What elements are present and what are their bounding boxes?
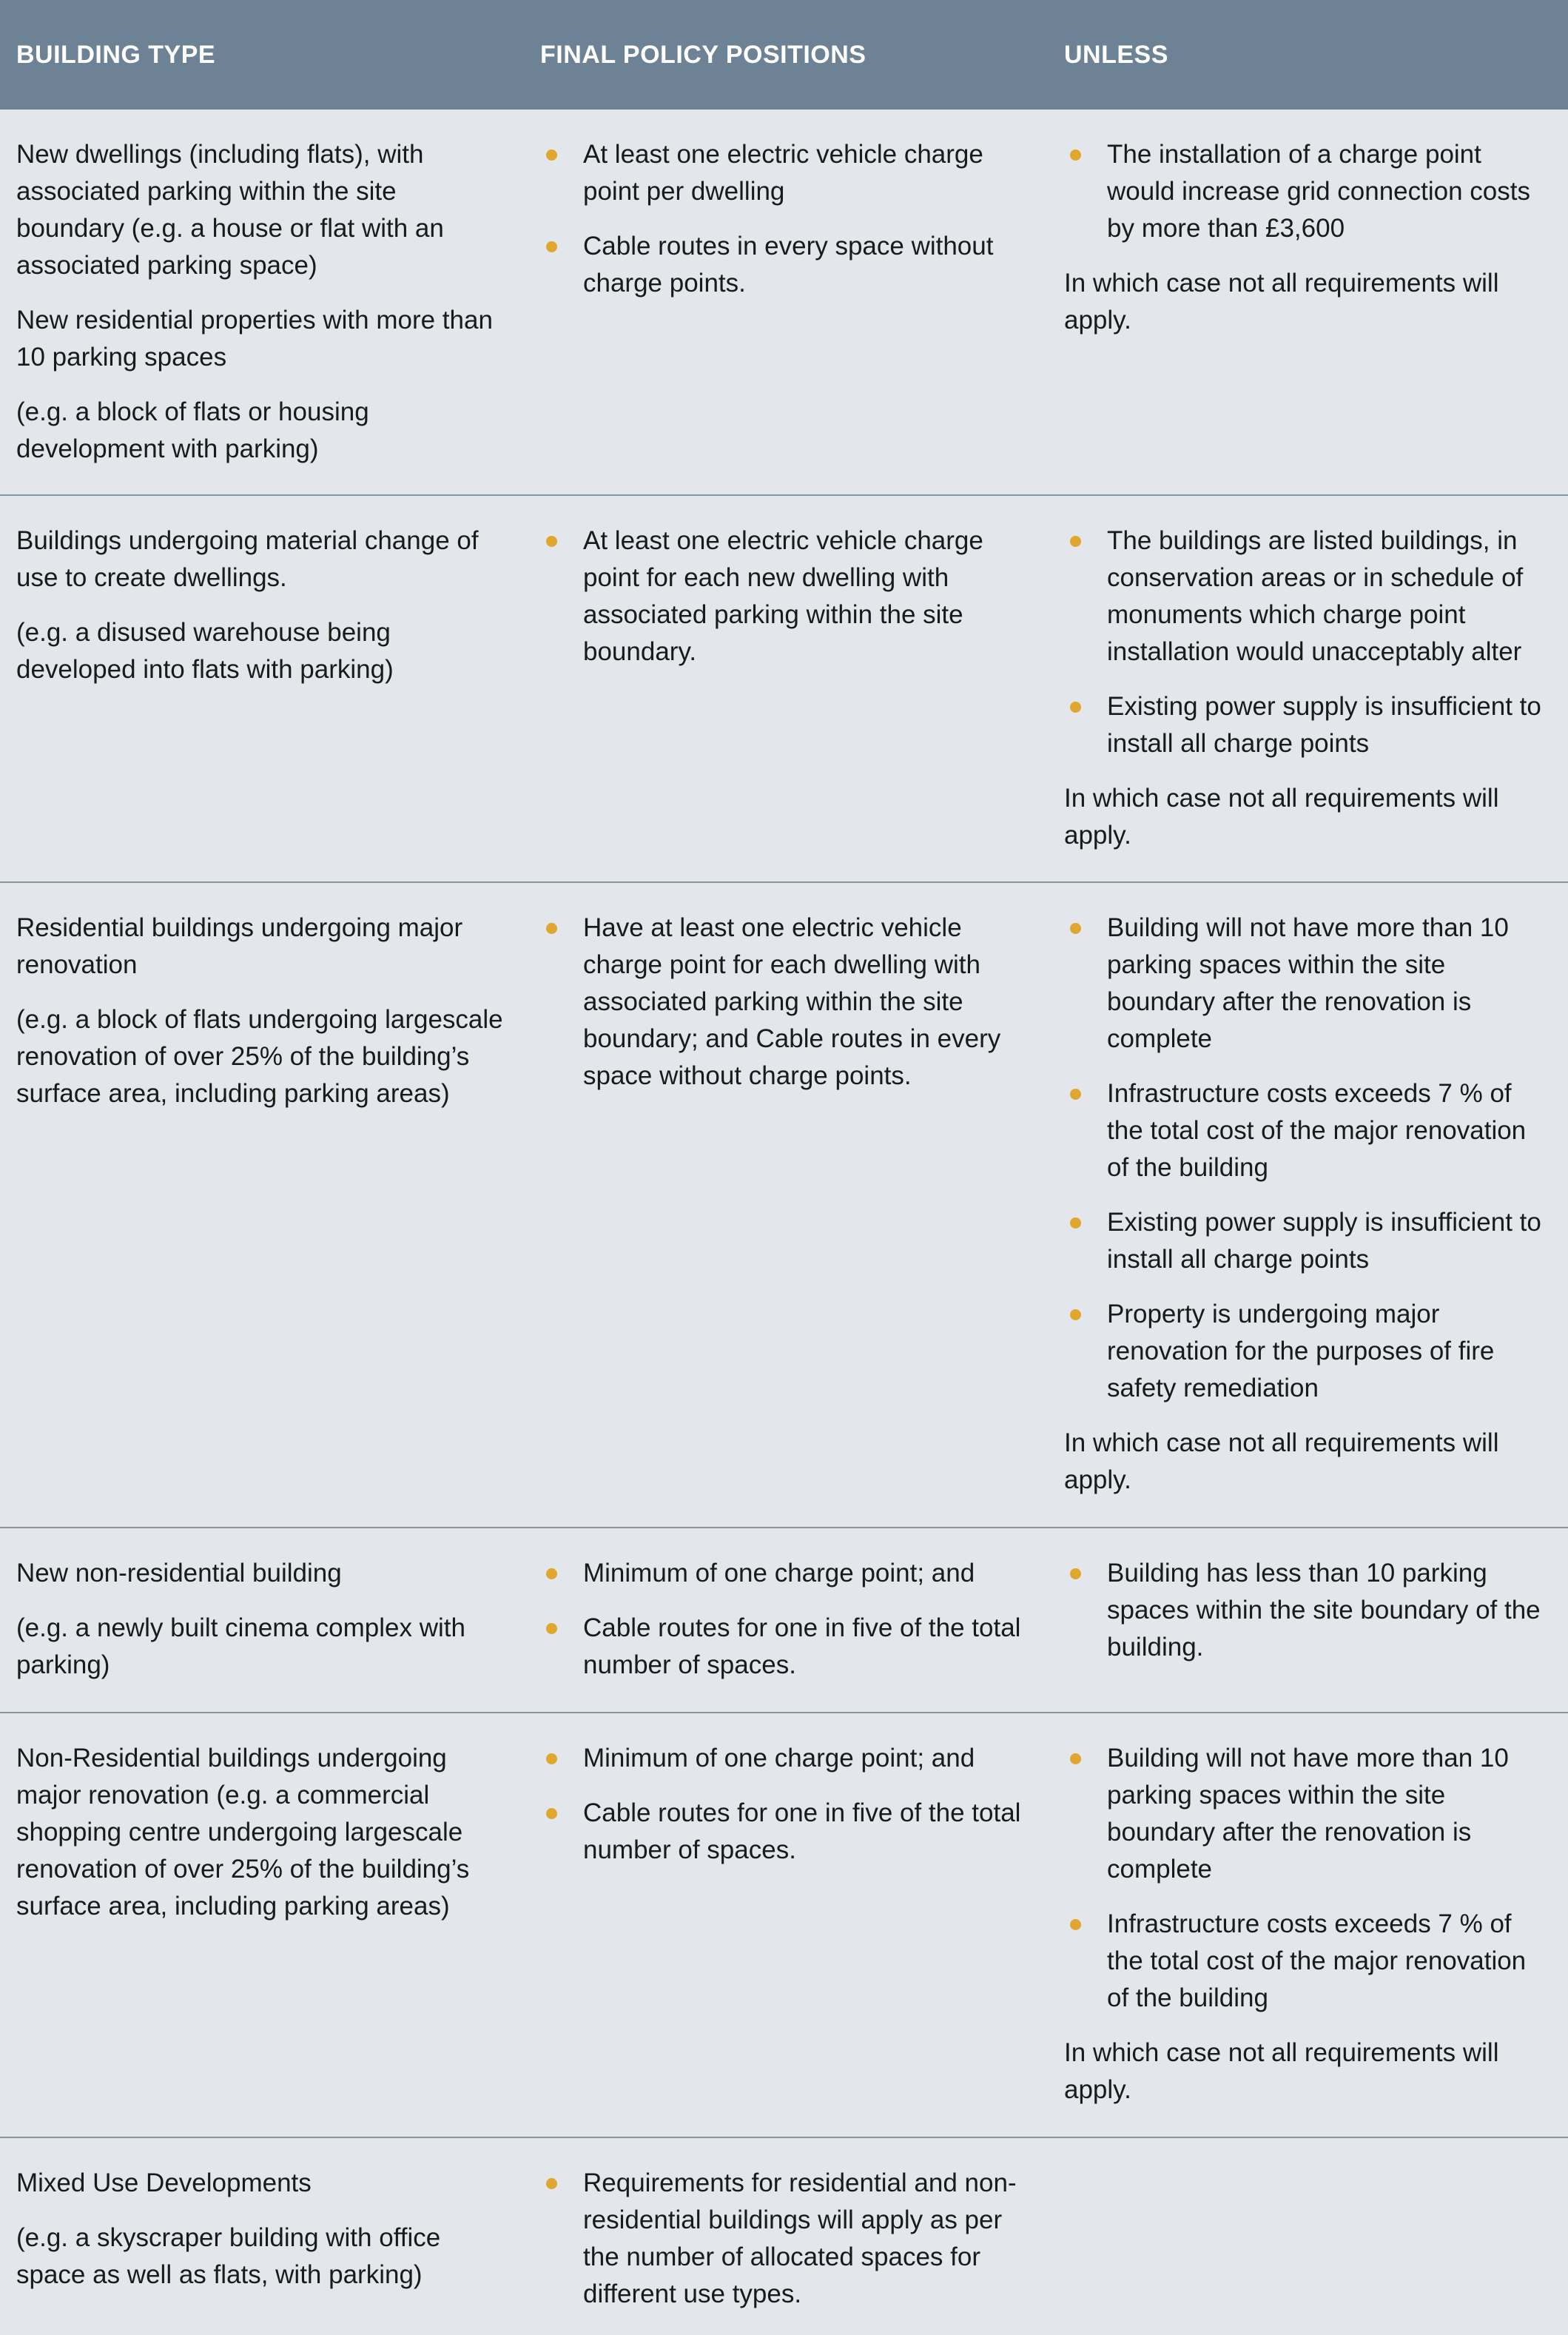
unless-cell bbox=[1048, 110, 1568, 495]
policy-item bbox=[540, 136, 1032, 210]
policy-list bbox=[540, 523, 1032, 671]
building-type-text: New residential properties with more than 10 parking spaces bbox=[16, 306, 493, 372]
table-header bbox=[0, 0, 1568, 110]
policy-list bbox=[540, 1740, 1032, 1869]
building-type-text: (e.g. a newly built cinema complex with parking) bbox=[16, 1613, 465, 1679]
unless-item bbox=[1064, 688, 1552, 762]
unless-item-text: Building has less than 10 parking spaces within the site boundary of the building. bbox=[1107, 1559, 1541, 1662]
bullet-dot-icon bbox=[1070, 702, 1081, 713]
header-row bbox=[0, 0, 1568, 110]
unless-item bbox=[1064, 1906, 1552, 2017]
unless-list bbox=[1064, 136, 1552, 247]
unless-item bbox=[1064, 523, 1552, 671]
bullet-dot-icon bbox=[546, 923, 557, 934]
policy-item-text: Minimum of one charge point; and bbox=[583, 1744, 975, 1773]
unless-item bbox=[1064, 1740, 1552, 1888]
unless-cell bbox=[1048, 882, 1568, 1528]
building-type-cell bbox=[0, 110, 524, 495]
policy-cell bbox=[524, 1713, 1048, 2137]
bullet-dot-icon bbox=[1070, 1089, 1081, 1100]
bullet-dot-icon bbox=[1070, 923, 1081, 934]
policy-item-text: At least one electric vehicle charge point per dwelling bbox=[583, 140, 983, 206]
unless-item-text: Property is undergoing major renovation for the purposes of fire safety remediation bbox=[1107, 1300, 1495, 1402]
policy-list bbox=[540, 910, 1032, 1095]
building-type-text: Non-Residential buildings undergoing major renovation (e.g. a commercial shopping centre undergoing largescale renovation of over 25% of the building’s surface area, including parking areas) bbox=[16, 1744, 470, 1921]
building-type-cell bbox=[0, 882, 524, 1528]
table-row bbox=[0, 110, 1568, 495]
policy-item bbox=[540, 2165, 1032, 2313]
policy-cell bbox=[524, 1528, 1048, 1713]
bullet-dot-icon bbox=[546, 536, 557, 547]
building-type-text: Mixed Use Developments bbox=[16, 2168, 312, 2197]
building-type-text: New non-residential building bbox=[16, 1559, 342, 1588]
unless-item bbox=[1064, 1296, 1552, 1407]
policy-cell bbox=[524, 2137, 1048, 2335]
unless-item-text: Infrastructure costs exceeds 7 % of the total cost of the major renovation of the building bbox=[1107, 1909, 1527, 2012]
policy-item bbox=[540, 228, 1032, 302]
table-row bbox=[0, 1528, 1568, 1713]
unless-cell bbox=[1048, 495, 1568, 882]
header-building-type: BUILDING TYPE bbox=[0, 0, 524, 110]
unless-item-text: Existing power supply is insufficient to install all charge points bbox=[1107, 1208, 1541, 1274]
table-row bbox=[0, 1713, 1568, 2137]
building-type-text: Residential buildings undergoing major renovation bbox=[16, 913, 463, 979]
building-type-text: (e.g. a skyscraper building with office space as well as flats, with parking) bbox=[16, 2223, 441, 2289]
policy-item bbox=[540, 523, 1032, 671]
bullet-dot-icon bbox=[546, 241, 557, 252]
policy-item bbox=[540, 1795, 1032, 1869]
unless-list bbox=[1064, 523, 1552, 762]
bullet-dot-icon bbox=[1070, 536, 1081, 547]
policy-item-text: Cable routes for one in five of the total number of spaces. bbox=[583, 1613, 1021, 1679]
bullet-dot-icon bbox=[546, 2178, 557, 2189]
bullet-dot-icon bbox=[1070, 1309, 1081, 1320]
unless-note: In which case not all requirements will apply. bbox=[1064, 784, 1499, 850]
unless-item bbox=[1064, 1555, 1552, 1666]
policy-cell bbox=[524, 110, 1048, 495]
policy-list bbox=[540, 2165, 1032, 2313]
unless-item bbox=[1064, 136, 1552, 247]
bullet-dot-icon bbox=[1070, 1919, 1081, 1930]
building-type-text: (e.g. a block of flats or housing development with parking) bbox=[16, 397, 369, 463]
table-body bbox=[0, 110, 1568, 2335]
bullet-dot-icon bbox=[1070, 1568, 1081, 1579]
policy-item bbox=[540, 1555, 1032, 1592]
table-row bbox=[0, 882, 1568, 1528]
policy-item bbox=[540, 910, 1032, 1095]
bullet-dot-icon bbox=[1070, 1217, 1081, 1229]
unless-cell bbox=[1048, 1713, 1568, 2137]
unless-cell bbox=[1048, 1528, 1568, 1713]
unless-item-text: Infrastructure costs exceeds 7 % of the total cost of the major renovation of the building bbox=[1107, 1079, 1527, 1182]
unless-note: In which case not all requirements will apply. bbox=[1064, 2038, 1499, 2104]
policy-list bbox=[540, 1555, 1032, 1684]
table-row bbox=[0, 495, 1568, 882]
unless-item-text: Existing power supply is insufficient to install all charge points bbox=[1107, 692, 1541, 758]
policy-item-text: Cable routes for one in five of the total number of spaces. bbox=[583, 1798, 1021, 1864]
unless-list bbox=[1064, 1555, 1552, 1666]
policy-item bbox=[540, 1610, 1032, 1684]
policy-item-text: At least one electric vehicle charge point for each new dwelling with associated parking within the site boundary. bbox=[583, 526, 983, 666]
policy-item-text: Have at least one electric vehicle charge point for each dwelling with associated parking within the site boundary; and Cable routes in every space without charge points. bbox=[583, 913, 1001, 1090]
policy-item-text: Minimum of one charge point; and bbox=[583, 1559, 975, 1588]
building-type-text: New dwellings (including flats), with associated parking within the site boundary (e.g. a house or flat with an associated parking space) bbox=[16, 140, 444, 280]
policy-cell bbox=[524, 882, 1048, 1528]
bullet-dot-icon bbox=[546, 1623, 557, 1634]
unless-note: In which case not all requirements will apply. bbox=[1064, 269, 1499, 335]
building-type-cell bbox=[0, 2137, 524, 2335]
bullet-dot-icon bbox=[1070, 149, 1081, 161]
unless-note: In which case not all requirements will apply. bbox=[1064, 1428, 1499, 1494]
table-row bbox=[0, 2137, 1568, 2335]
building-type-cell bbox=[0, 495, 524, 882]
unless-item-text: The installation of a charge point would increase grid connection costs by more than £3,600 bbox=[1107, 140, 1530, 243]
unless-list bbox=[1064, 910, 1552, 1407]
building-type-cell bbox=[0, 1528, 524, 1713]
unless-list bbox=[1064, 1740, 1552, 2017]
unless-item-text: Building will not have more than 10 parking spaces within the site boundary after the renovation is complete bbox=[1107, 1744, 1509, 1884]
unless-item bbox=[1064, 1204, 1552, 1278]
unless-item-text: Building will not have more than 10 parking spaces within the site boundary after the renovation is complete bbox=[1107, 913, 1509, 1053]
unless-item-text: The buildings are listed buildings, in conservation areas or in schedule of monuments which charge point installation would unacceptably alter bbox=[1107, 526, 1524, 666]
building-type-text: (e.g. a block of flats undergoing largescale renovation of over 25% of the building’s surface area, including parking areas) bbox=[16, 1005, 503, 1108]
header-unless: UNLESS bbox=[1048, 0, 1568, 110]
bullet-dot-icon bbox=[546, 149, 557, 161]
policy-item bbox=[540, 1740, 1032, 1777]
unless-item bbox=[1064, 1075, 1552, 1186]
unless-cell bbox=[1048, 2137, 1568, 2335]
policy-item-text: Cable routes in every space without charge points. bbox=[583, 232, 994, 298]
building-type-text: (e.g. a disused warehouse being developed into flats with parking) bbox=[16, 618, 394, 684]
building-type-text: Buildings undergoing material change of use to create dwellings. bbox=[16, 526, 479, 592]
policy-list bbox=[540, 136, 1032, 302]
header-final-policy-positions: FINAL POLICY POSITIONS bbox=[524, 0, 1048, 110]
unless-item bbox=[1064, 910, 1552, 1058]
policy-item-text: Requirements for residential and non-residential buildings will apply as per the number of allocated spaces for different use types. bbox=[583, 2168, 1017, 2308]
building-type-cell bbox=[0, 1713, 524, 2137]
bullet-dot-icon bbox=[546, 1753, 557, 1764]
bullet-dot-icon bbox=[546, 1568, 557, 1579]
bullet-dot-icon bbox=[1070, 1753, 1081, 1764]
bullet-dot-icon bbox=[546, 1808, 557, 1819]
policy-cell bbox=[524, 495, 1048, 882]
